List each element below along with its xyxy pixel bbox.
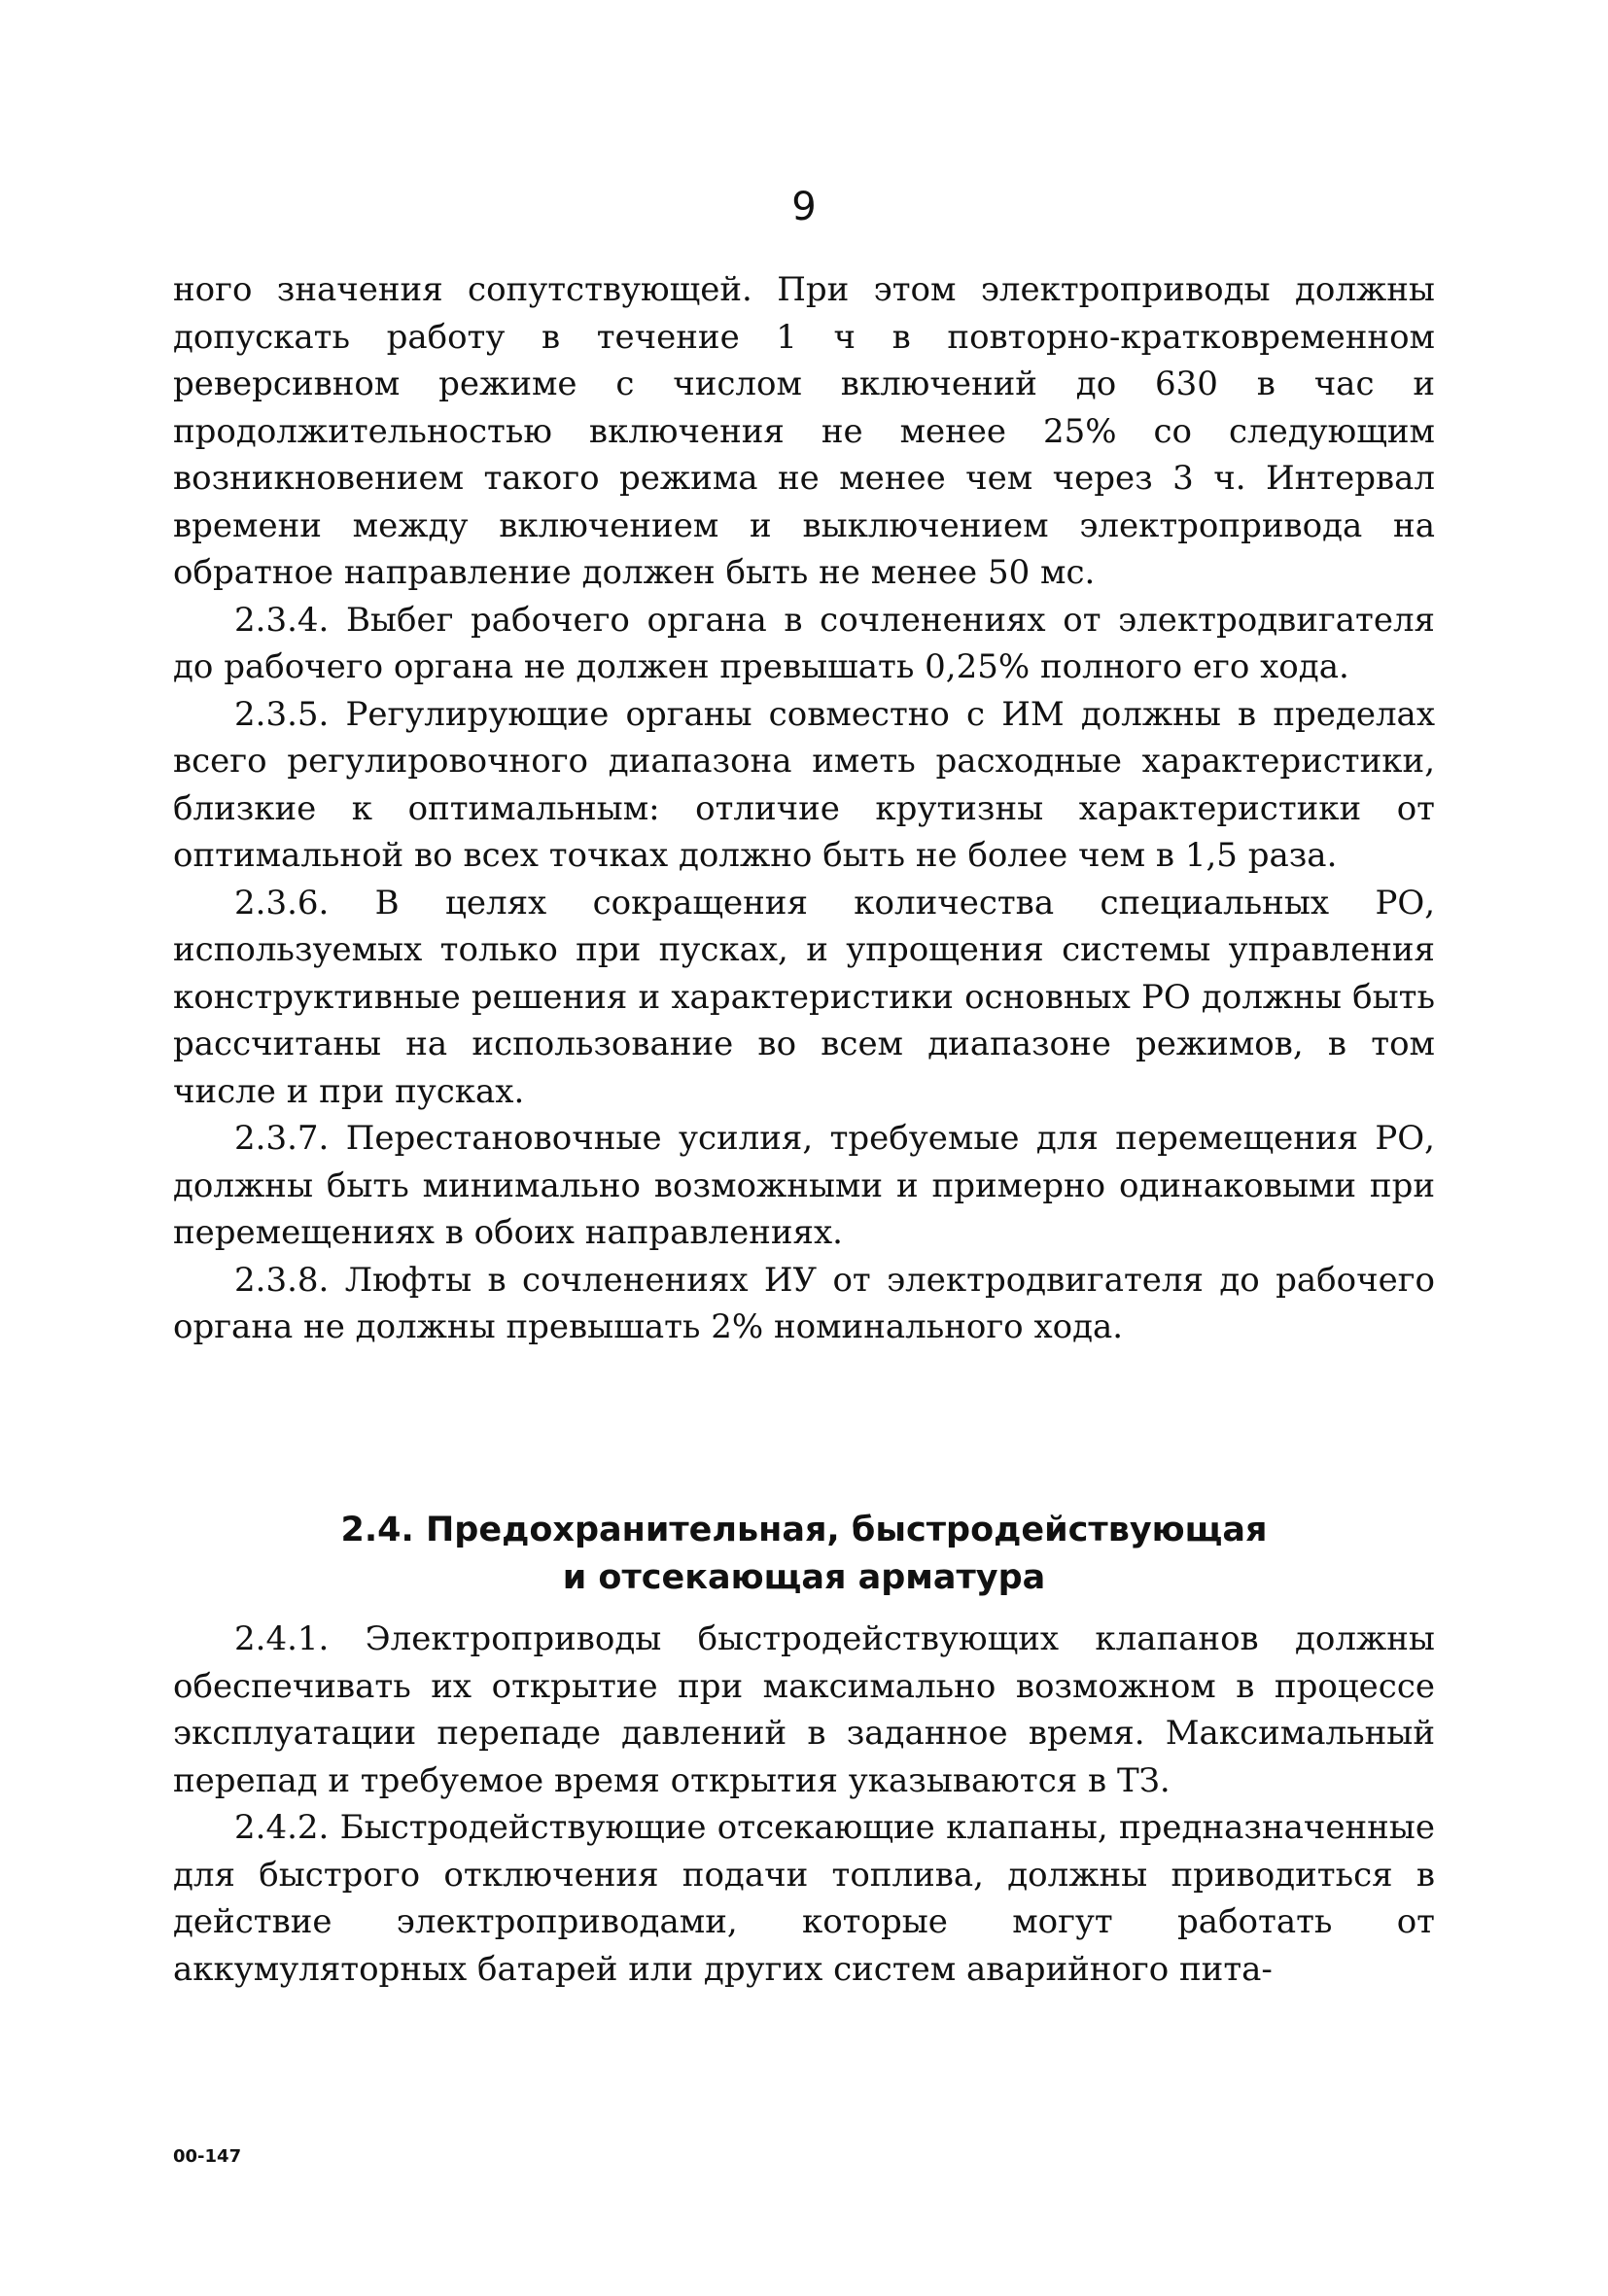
body-text-bottom bbox=[173, 1616, 1435, 1993]
page-number: 9 bbox=[791, 185, 817, 229]
section-heading bbox=[173, 1507, 1435, 1602]
section-heading-line-2: и отсекающая арматура bbox=[562, 1558, 1046, 1597]
paragraph-2-3-4: 2.3.4. Выбег рабочего органа в сочленениях от электродвигателя до рабочего органа не должен превышать 0,25% полного его хода. bbox=[173, 600, 1435, 686]
paragraph-2-3-6: 2.3.6. В целях сокращения количества специальных РО, используемых только при пусках, и упрощения системы управления конструктивные решения и характеристики основных РО должны быть рассчитаны на использование во всем диапазоне режимов, в том числе и при пусках. bbox=[173, 883, 1435, 1111]
paragraph-continuation: ного значения сопутствующей. При этом электроприводы должны допускать работу в течение 1 ч в повторно-кратковременном реверсивном режиме с числом включений до 630 в час и продолжительностью включения не менее 25% со следующим возникновением такого режима не менее чем через 3 ч. Интервал времени между включением и выключением электропривода на обратное направление должен быть не менее 50 мс. bbox=[173, 270, 1435, 592]
body-text-top bbox=[173, 266, 1435, 1351]
paragraph-2-4-1: 2.4.1. Электроприводы быстродействующих клапанов должны обеспечивать их открытие при максимально возможном в процессе эксплуатации перепаде давлений в заданное время. Максимальный перепад и требуемое время открытия указываются в ТЗ. bbox=[173, 1619, 1435, 1800]
footer-code: 00-147 bbox=[173, 2146, 242, 2167]
paragraph-2-3-5: 2.3.5. Регулирующие органы совместно с ИМ должны в пределах всего регулировочного диапазона иметь расходные характеристики, близкие к оптимальным: отличие крутизны характеристики от оптимальной во всех точках должно быть не более чем в 1,5 раза. bbox=[173, 694, 1435, 875]
paragraph-2-4-2: 2.4.2. Быстродействующие отсекающие клапаны, предназначенные для быстрого отключения подачи топлива, должны приводиться в действие электроприводами, которые могут работать от аккумуляторных батарей или других систем аварийного пита- bbox=[173, 1808, 1435, 1989]
section-heading-line-1: 2.4. Предохранительная, быстродействующая bbox=[340, 1511, 1268, 1549]
paragraph-2-3-7: 2.3.7. Перестановочные усилия, требуемые для перемещения РО, должны быть минимально возможными и примерно одинаковыми при перемещениях в обоих направлениях. bbox=[173, 1119, 1435, 1252]
document-page bbox=[173, 0, 1435, 2296]
paragraph-2-3-8: 2.3.8. Люфты в сочленениях ИУ от электродвигателя до рабочего органа не должны превышать 2% номинального хода. bbox=[173, 1260, 1435, 1346]
